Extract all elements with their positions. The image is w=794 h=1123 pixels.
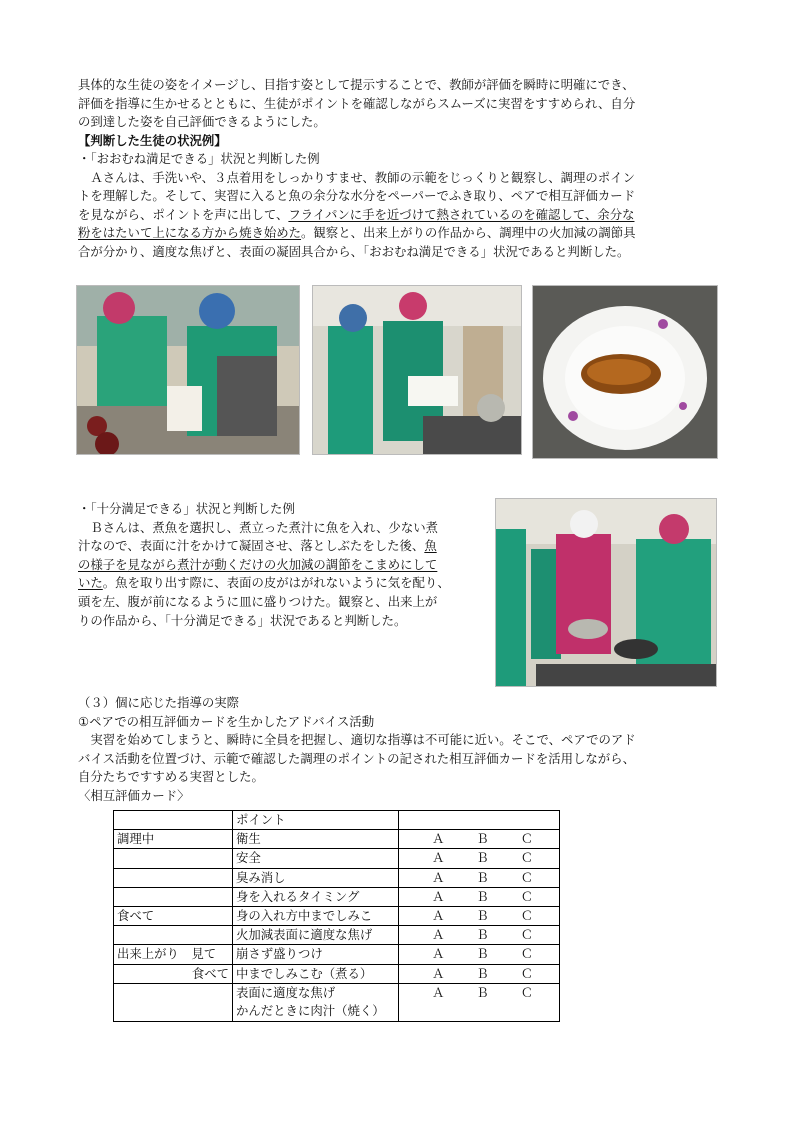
phase-cell: 出来上がり 見て bbox=[114, 945, 233, 964]
point-cell: 安全 bbox=[233, 849, 399, 868]
photo-image bbox=[77, 286, 299, 454]
intro-line: 具体的な生徒の姿をイメージし、目指す姿として提示することで、教師が評価を瞬時に明確にでき、 bbox=[78, 77, 635, 92]
phase-cell bbox=[114, 926, 233, 945]
table-header-row bbox=[114, 811, 560, 830]
case-b-underline: の様子を見ながら煮汁が動くだけの火加減の調節をこまめにして bbox=[78, 556, 438, 572]
photo-students-simmering bbox=[495, 498, 717, 687]
table-row bbox=[114, 906, 560, 925]
grade-options bbox=[402, 888, 556, 906]
intro-line: 評価を指導に生かせるとともに、生徒がポイントを確認しながらスムーズに実習をすすめられ、自分 bbox=[78, 95, 636, 111]
case-a-line: トを理解した。そして、実習に入ると魚の余分な水分をペーパーでふき取り、ペアで相互評価カード bbox=[78, 188, 636, 204]
table-row bbox=[114, 868, 560, 887]
grade-options bbox=[402, 907, 556, 925]
grade-b: Ｂ bbox=[476, 927, 489, 943]
case-b-line: 頭を左、腹が前になるように皿に盛りつけた。観察と、出来上が bbox=[78, 593, 438, 609]
grade-a: Ａ bbox=[432, 850, 445, 866]
case-b-title: ・「十分満足できる」状況と判断した例 bbox=[78, 501, 295, 516]
section3-title: （３）個に応じた指導の実際 bbox=[78, 695, 240, 710]
point-cell: 中までしみこむ（煮る） bbox=[233, 964, 399, 983]
point-text: かんだときに肉汁（焼く） bbox=[236, 1002, 385, 1018]
grade-c: Ｃ bbox=[520, 965, 533, 981]
phase-cell bbox=[114, 983, 233, 1021]
point-cell: 崩さず盛りつけ bbox=[233, 945, 399, 964]
grade-b: Ｂ bbox=[476, 946, 489, 962]
photo-student-wiping-fish bbox=[76, 285, 300, 455]
grade-b: Ｂ bbox=[476, 869, 489, 885]
intro-line: の到達した姿を自己評価できるようにした。 bbox=[78, 114, 326, 130]
grade-a: Ａ bbox=[432, 888, 445, 904]
case-a-underline: フライパンに手を近づけて熱されているのを確認して、余分な bbox=[288, 206, 635, 222]
grade-options bbox=[402, 984, 556, 1002]
case-a-line: Ａさんは、手洗いや、３点着用をしっかりすませ、教師の示範をじっくりと観察し、調理のポイン bbox=[78, 169, 635, 185]
grade-c: Ｃ bbox=[520, 927, 533, 943]
case-a-line: 。観察と、出来上がりの作品から、調理中の火加減の調節具 bbox=[301, 225, 636, 241]
photo-students-cooking bbox=[312, 285, 522, 455]
point-cell: 衛生 bbox=[233, 830, 399, 849]
header-point: ポイント bbox=[233, 811, 399, 830]
phase-cell bbox=[114, 849, 233, 868]
table-row bbox=[114, 983, 560, 1021]
section3-line: バイス活動を位置づけ、示範で確認した調理のポイントの記された相互評価カードを活用しながら、 bbox=[78, 750, 635, 766]
grade-a: Ａ bbox=[432, 907, 445, 923]
grade-options bbox=[402, 945, 556, 963]
point-text: 表面に適度な焦げ bbox=[236, 984, 336, 1000]
grade-b: Ｂ bbox=[476, 984, 489, 1000]
phase-cell: 調理中 bbox=[114, 830, 233, 849]
photo-image bbox=[533, 286, 717, 458]
grade-c: Ｃ bbox=[520, 946, 533, 962]
point-cell: 身の入れ方中までしみこ bbox=[233, 906, 399, 925]
grade-c: Ｃ bbox=[520, 831, 533, 847]
grade-options bbox=[402, 830, 556, 848]
case-a-underline: 粉をはたいて上になる方から焼き始めた bbox=[78, 225, 302, 241]
grade-b: Ｂ bbox=[476, 965, 489, 981]
point-cell: 臭み消し bbox=[233, 868, 399, 887]
grade-b: Ｂ bbox=[476, 831, 489, 847]
grade-a: Ａ bbox=[432, 869, 445, 885]
case-a-line: を見ながら、ポイントを声に出して、 bbox=[78, 206, 289, 222]
phase-cell: 食べて bbox=[114, 964, 233, 983]
grade-options bbox=[402, 965, 556, 983]
table-row bbox=[114, 849, 560, 868]
section-heading: 【判断した生徒の状況例】 bbox=[78, 133, 227, 148]
grade-b: Ｂ bbox=[476, 888, 489, 904]
section3-line: 実習を始めてしまうと、瞬時に全員を把握し、適切な指導は不可能に近い。そこで、ペアでのアド bbox=[78, 732, 636, 748]
case-b-line: りの作品から、「十分満足できる」状況であると判断した。 bbox=[78, 612, 407, 628]
grade-a: Ａ bbox=[432, 984, 445, 1000]
grade-options bbox=[402, 869, 556, 887]
case-b-line: 。魚を取り出す際に、表面の皮がはがれないように気を配り、 bbox=[102, 575, 450, 591]
case-b-underline: 魚 bbox=[424, 538, 437, 554]
photo-finished-fish-dish bbox=[532, 285, 718, 459]
phase-cell bbox=[114, 887, 233, 906]
section3-subtitle: ①ペアでの相互評価カードを生かしたアドバイス活動 bbox=[78, 713, 375, 729]
case-a-line: 合が分かり、適度な焦げと、表面の凝固具合から、「おおむね満足できる」状況であると判断した。 bbox=[78, 243, 630, 259]
case-b-line: 汁なので、表面に汁をかけて凝固させ、落としぶたをした後、 bbox=[78, 538, 425, 554]
phase-cell bbox=[114, 868, 233, 887]
case-b-line: Ｂさんは、煮魚を選択し、煮立った煮汁に魚を入れ、少ない煮 bbox=[78, 519, 439, 535]
point-cell: 身を入れるタイミング bbox=[233, 887, 399, 906]
grade-options bbox=[402, 926, 556, 944]
point-cell bbox=[233, 983, 399, 1021]
grade-c: Ｃ bbox=[520, 850, 533, 866]
grade-b: Ｂ bbox=[476, 907, 489, 923]
grade-c: Ｃ bbox=[520, 907, 533, 923]
photo-image bbox=[496, 499, 716, 686]
grade-a: Ａ bbox=[432, 831, 445, 847]
evaluation-card-table bbox=[113, 810, 560, 1022]
card-caption: 〈相互評価カード〉 bbox=[78, 787, 190, 803]
case-a-title: ・「おおむね満足できる」状況と判断した例 bbox=[78, 151, 320, 166]
grade-a: Ａ bbox=[432, 927, 445, 943]
table-row bbox=[114, 926, 560, 945]
grade-options bbox=[402, 849, 556, 867]
case-a-paragraph bbox=[78, 150, 718, 262]
case-b-paragraph bbox=[78, 500, 498, 630]
grade-a: Ａ bbox=[432, 946, 445, 962]
intro-paragraph bbox=[78, 76, 718, 132]
grade-c: Ｃ bbox=[520, 869, 533, 885]
grade-a: Ａ bbox=[432, 965, 445, 981]
table-row bbox=[114, 887, 560, 906]
phase-cell: 食べて bbox=[114, 906, 233, 925]
section3-paragraph bbox=[78, 694, 718, 806]
table-row bbox=[114, 945, 560, 964]
table-row bbox=[114, 964, 560, 983]
grade-c: Ｃ bbox=[520, 984, 533, 1000]
section3-line: 自分たちですすめる実習とした。 bbox=[78, 769, 264, 785]
table-row bbox=[114, 830, 560, 849]
point-cell: 火加減表面に適度な焦げ bbox=[233, 926, 399, 945]
grade-c: Ｃ bbox=[520, 888, 533, 904]
case-b-underline: いた bbox=[78, 575, 103, 591]
photo-image bbox=[313, 286, 521, 454]
grade-b: Ｂ bbox=[476, 850, 489, 866]
